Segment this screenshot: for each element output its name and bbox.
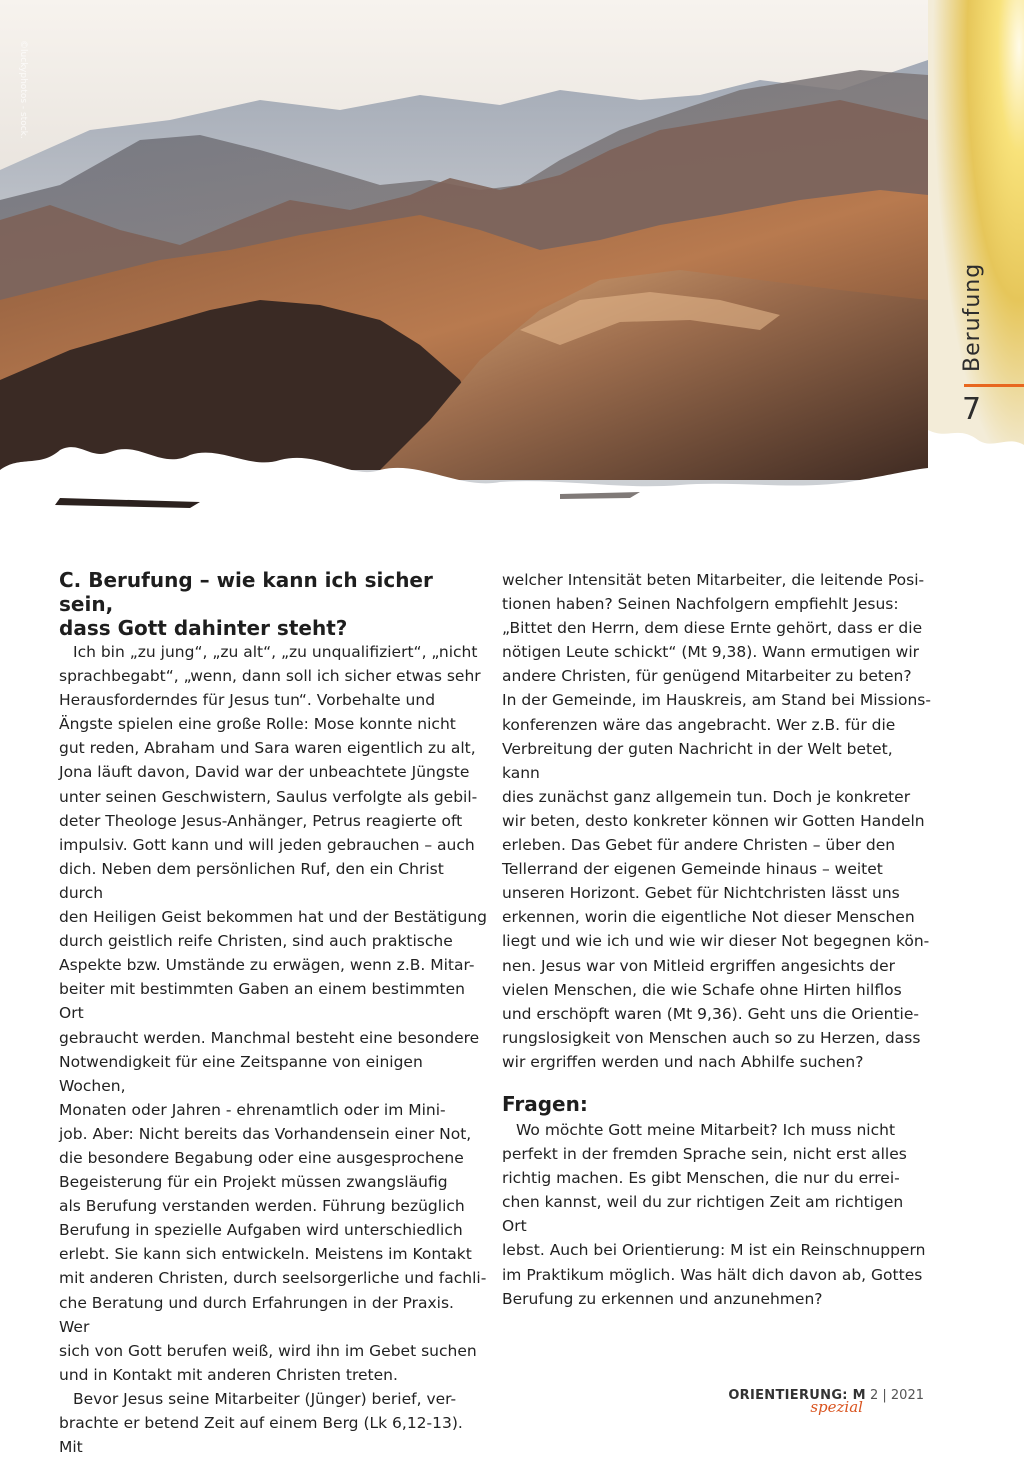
article-paragraph: Ich bin „zu jung“, „zu alt“, „zu unqualifiziert“, „nicht sprachbegabt“, „wenn, dann soll ich sicher etwas sehr Herausforderndes für Jesus tun“. Vorbehalte und Ängste spielen eine große Rolle: Mose konnte nicht gut reden, Abraham und Sara waren eigentlich zu alt, Jona läuft davon, David war der unbeachtete Jüngste unter seinen Geschwistern, Saulus verfolgte als gebil- deter Theologe Jesus-Anhänger, Petrus reagierte oft impulsiv. Gott kann und will jeden gebrauchen – auch dich. Neben dem persönlichen Ruf, den ein Christ durch den Heiligen Geist bekommen hat und der Bestätigung durch geistlich reife Christen, sind auch praktische Aspekte bzw. Umstände zu erwägen, wenn z.B. Mitar- beiter mit bestimmten Gaben an einem bestimmten Ort gebraucht werden. Manchmal besteht eine besondere Notwendigkeit für eine Zeitspanne von einigen Wochen, Monaten oder Jahren - ehrenamtlich oder im Mini- job. Aber: Nicht bereits das Vorhandensein einer Not, die besondere Begabung oder eine ausgesprochene Begeisterung für ein Projekt müssen zwangsläufig als Berufung verstanden werden. Führung bezüglich Berufung in spezielle Aufgaben wird unterschiedlich erlebt. Sie kann sich entwickeln. Meistens im Kontakt mit anderen Christen, durch seelsorgerliche und fachli- che Beratung und durch Erfahrungen in der Praxis. Wer sich von Gott berufen weiß, wird ihn im Gebet suchen und in Kontakt mit anderen Christen treten. <box>59 643 488 1384</box>
article-column-right <box>502 568 932 1311</box>
section-accent-bar <box>964 384 1024 387</box>
questions-heading: Fragen: <box>502 1091 588 1116</box>
magazine-brand: ORIENTIERUNG: M <box>728 1388 866 1403</box>
section-label: Berufung <box>960 262 985 372</box>
photo-credit: ©luckyphotos - stock. <box>18 40 28 139</box>
article-paragraph: Bevor Jesus seine Mitarbeiter (Jünger) berief, ver- brachte er betend Zeit auf einem Berg (Lk 6,12-13). Mit <box>59 1389 463 1457</box>
questions-paragraph: Wo möchte Gott meine Mitarbeit? Ich muss nicht perfekt in der fremden Sprache sein, nicht erst alles richtig machen. Es gibt Menschen, die nur du errei- chen kannst, weil du zur richtigen Zeit am richtigen Ort lebst. Auch bei Orientierung: M ist ein Reinschnuppern im Praktikum möglich. Was hält dich davon ab, Gottes Berufung zu erkennen und anzunehmen? <box>502 1120 926 1308</box>
hero-image <box>0 0 928 520</box>
article-heading: C. Berufung – wie kann ich sicher sein, dass Gott dahinter steht? <box>59 568 433 640</box>
page-number: 7 <box>962 392 982 427</box>
page-footer <box>728 1388 924 1416</box>
article-paragraph: welcher Intensität beten Mitarbeiter, die leitende Posi- tionen haben? Seinen Nachfolgern empfiehlt Jesus: „Bittet den Herrn, dem diese Ernte gehört, dass er die nötigen Leute schickt“ (Mt 9,38). Wann ermutigen wir andere Christen, für genügend Mitarbeiter zu beten? In der Gemeinde, im Hauskreis, am Stand bei Missions- konferenzen wäre das angebracht. Wer z.B. für die Verbreitung der guten Nachricht in der Welt betet, kann dies zunächst ganz allgemein tun. Doch je konkreter wir beten, desto konkreter können wir Gotten Handeln erleben. Das Gebet für andere Christen – über den Tellerrand der eigenen Gemeinde hinaus – weitet unseren Horizont. Gebet für Nichtchristen lässt uns erkennen, worin die eigentliche Not dieser Menschen liegt und wie ich und wie wir dieser Not begegnen kön- nen. Jesus war von Mitleid ergriffen angesichts der vielen Menschen, die wie Schafe ohne Hirten hilflos und erschöpft waren (Mt 9,36). Geht uns die Orientie- rungslosigkeit von Menschen auch so zu Herzen, dass wir ergriffen werden und nach Abhilfe suchen? <box>502 571 931 1071</box>
article-column-left <box>59 568 489 1459</box>
mountain-landscape-illustration <box>0 0 928 520</box>
issue-number: 2 | 2021 <box>870 1388 924 1403</box>
magazine-edition-script: spezial <box>810 1398 863 1416</box>
